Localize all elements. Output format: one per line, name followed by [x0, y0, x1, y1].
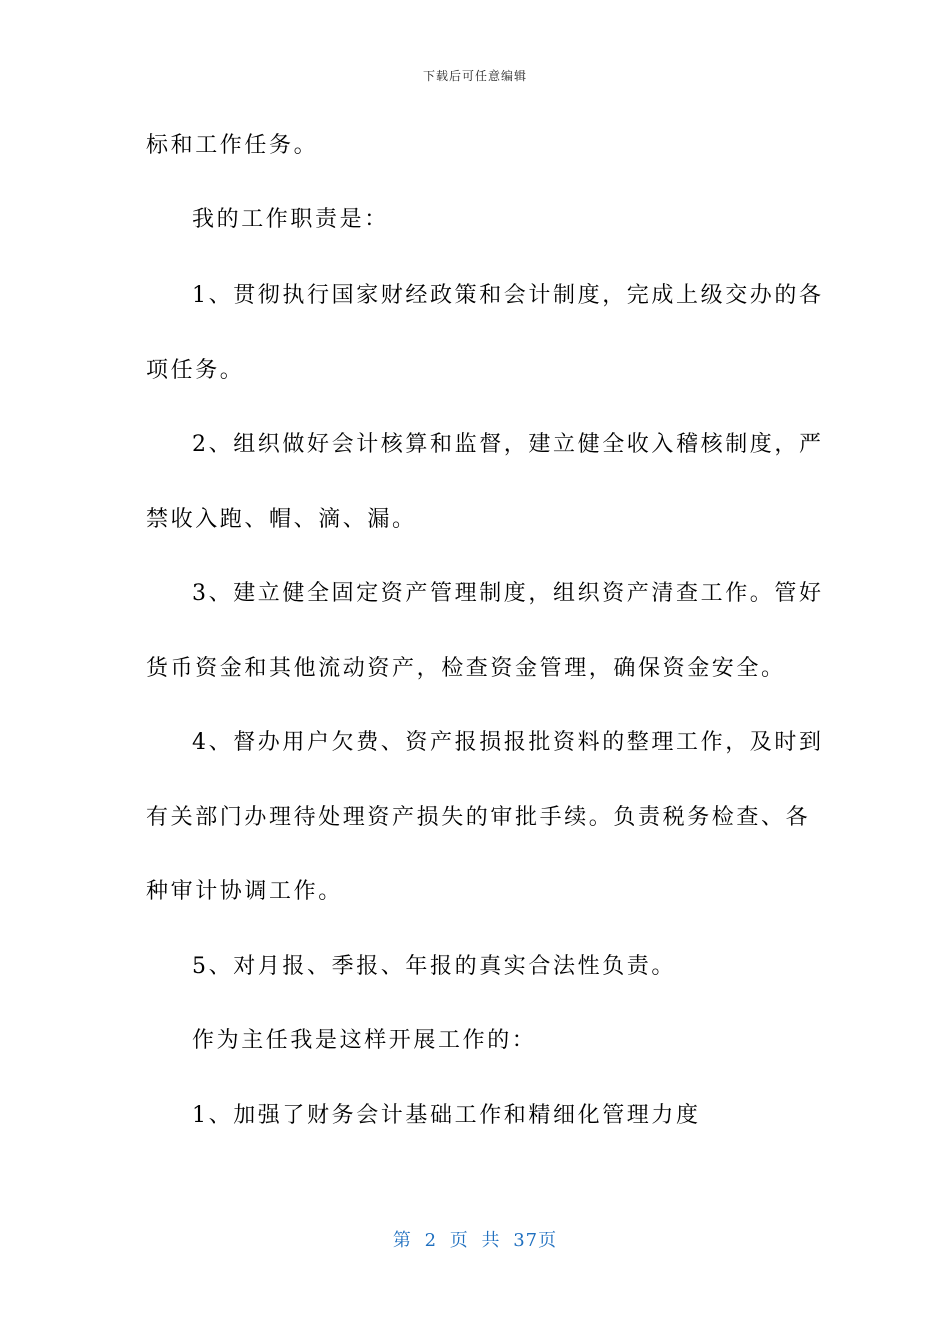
body-line: 标和工作任务。: [146, 133, 319, 158]
body-line: 1、加强了财务会计基础工作和精细化管理力度: [192, 1103, 701, 1128]
body-line: 项任务。: [146, 358, 245, 383]
body-line: 货币资金和其他流动资产，检查资金管理，确保资金安全。: [146, 656, 786, 681]
body-line: 2、组织做好会计核算和监督，建立健全收入稽核制度，严: [192, 432, 824, 457]
body-line: 作为主任我是这样开展工作的：: [192, 1028, 537, 1053]
page-header: 下载后可任意编辑: [422, 69, 527, 83]
body-line: 1、贯彻执行国家财经政策和会计制度，完成上级交办的各: [192, 283, 824, 308]
body-line: 5、对月报、季报、年报的真实合法性负责。: [192, 954, 676, 979]
page-number: 第 2 页 共 37页: [392, 1230, 558, 1251]
body-line: 禁收入跑、帽、滴、漏。: [146, 507, 417, 532]
body-line: 3、建立健全固定资产管理制度，组织资产清查工作。管好: [192, 581, 824, 606]
body-line: 4、督办用户欠费、资产报损报批资料的整理工作，及时到: [192, 730, 824, 755]
body-line: 有关部门办理待处理资产损失的审批手续。负责税务检查、各: [146, 805, 811, 830]
body-line: 我的工作职责是：: [192, 207, 389, 232]
body-line: 种审计协调工作。: [146, 879, 343, 904]
